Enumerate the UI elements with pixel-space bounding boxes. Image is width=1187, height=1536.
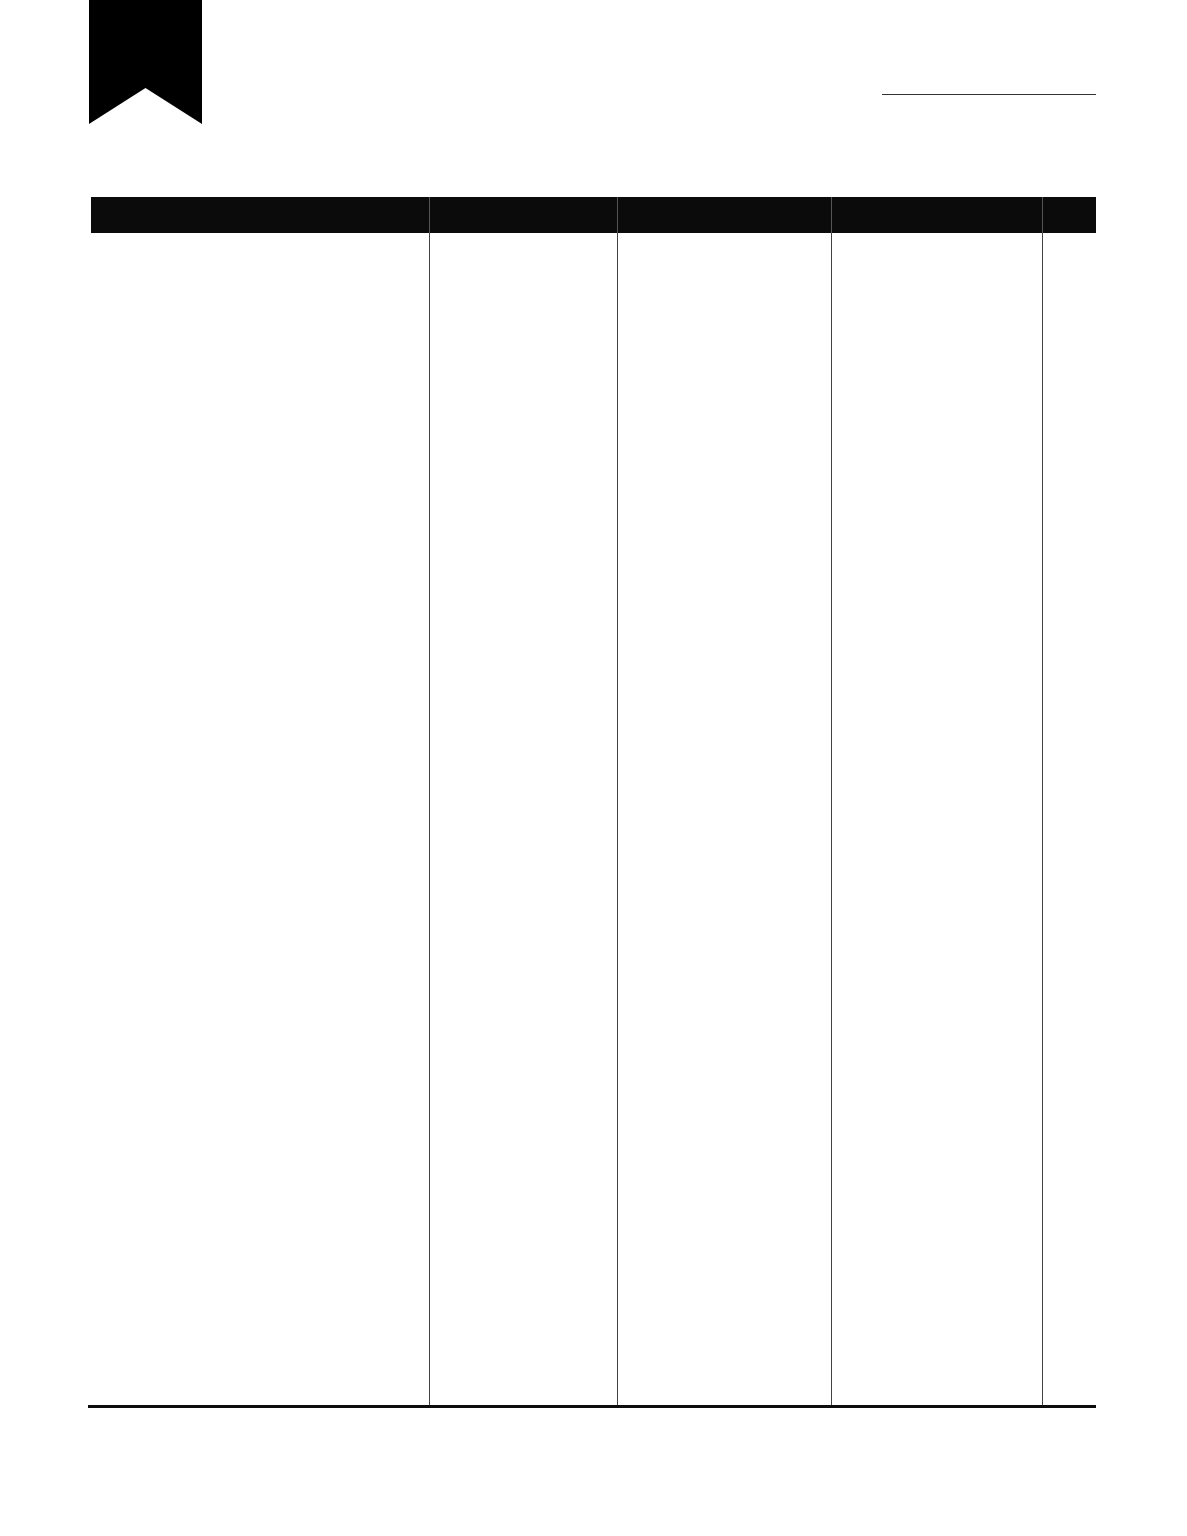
- column-divider: [617, 233, 618, 1405]
- column-divider: [1042, 233, 1043, 1405]
- month-input-line[interactable]: [882, 94, 1096, 95]
- column-divider: [831, 233, 832, 1405]
- header-divider: [429, 197, 430, 233]
- header-divider: [617, 197, 618, 233]
- table-header: [91, 197, 1096, 233]
- header-divider: [1042, 197, 1043, 233]
- budget-badge: [89, 0, 202, 124]
- header-divider: [831, 197, 832, 233]
- ribbon-shape: [89, 0, 202, 124]
- table-bottom-rule: [88, 1405, 1096, 1408]
- column-divider: [429, 233, 430, 1405]
